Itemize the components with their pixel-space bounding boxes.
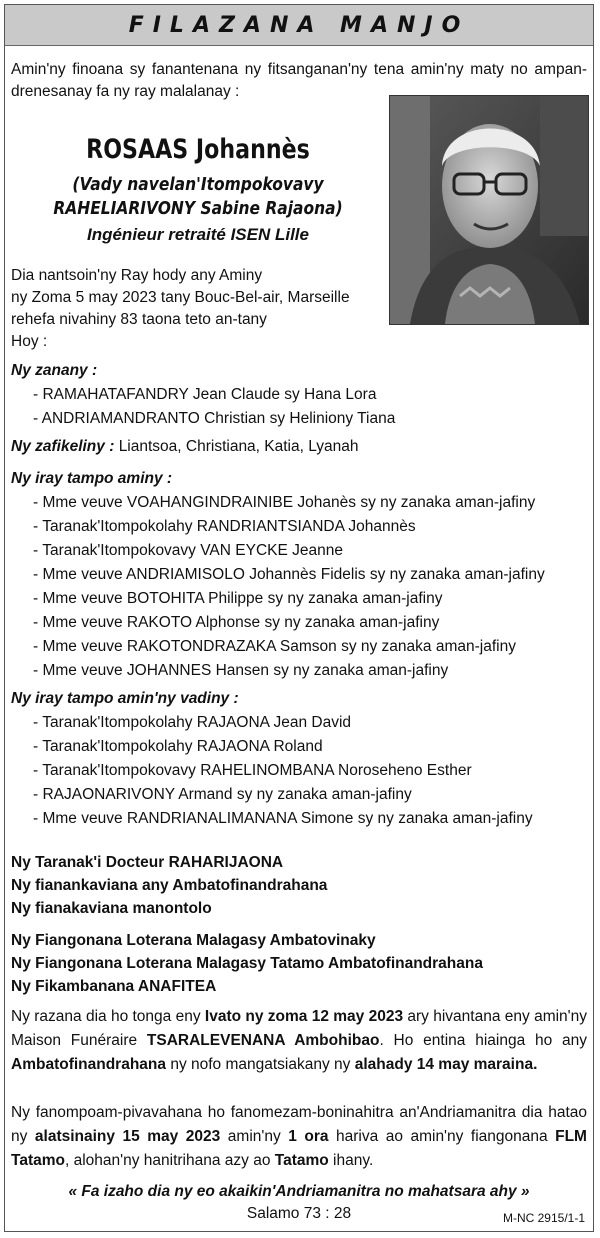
list-item: - Mme veuve ANDRIAMISOLO Johannès Fidelis sy ny zanaka aman-jafiny (33, 563, 587, 587)
death-line-3: rehefa nivahiny 83 taona teto an-tany (11, 311, 267, 328)
church-line: Ny Fiangonana Loterana Malagasy Ambatovinaky (11, 932, 376, 949)
death-line-2: ny Zoma 5 may 2023 tany Bouc-Bel-air, Marseille (11, 289, 350, 306)
list-item: - Taranak'Itompokovavy VAN EYCKE Jeanne (33, 539, 587, 563)
service-text: amin'ny (220, 1128, 289, 1145)
list-item: - Taranak'Itompokovavy RAHELINOMBANA Noroseheno Esther (33, 759, 587, 783)
service-text: Ny fanompoam-pivavahana ho fanomezam-boninahitra an'Andriamanitra dia hatao ny (11, 1104, 587, 1145)
destination: Ambatofinandrahana (11, 1056, 167, 1073)
bible-quote: « Fa izaho dia ny eo akaikin'Andriamanitra no mahatsara ahy » (68, 1183, 530, 1200)
list-item: - Mme veuve JOHANNES Hansen sy ny zanaka aman-jafiny (33, 659, 587, 683)
arrival-text: Ny razana dia ho tonga eny (11, 1008, 205, 1025)
relatives-line: Ny Taranak'i Docteur RAHARIJAONA (11, 854, 284, 871)
list-item: - Taranak'Itompokolahy RAJAONA Roland (33, 735, 587, 759)
list-item: - Taranak'Itompokolahy RAJAONA Jean David (33, 711, 587, 735)
deceased-name: ROSAAS Johannès (86, 134, 310, 165)
church-line: Ny Fikambanana ANAFITEA (11, 978, 217, 995)
arrival-text: ny nofo mangatsiakany ny (166, 1056, 355, 1073)
list-item: - Mme veuve VOAHANGINDRAINIBE Johanès sy ny zanaka aman-jafiny (33, 491, 587, 515)
death-announcement (11, 265, 383, 353)
arrival-date: Ivato ny zoma 12 may 2023 (204, 1008, 404, 1025)
relatives-line: Ny fianakaviana manontolo (11, 900, 212, 917)
intro-text: Amin'ny finoana sy fanantenana ny fitsanganan'ny tena amin'ny maty no ampan-drenesanay fa ny ray malalanay : (11, 61, 587, 100)
list-item: - Mme veuve RANDRIANALIMANANA Simone sy ny zanaka aman-jafiny (33, 807, 587, 831)
service-text: hariva ao amin'ny fiangonana (328, 1128, 556, 1145)
list-item: - RAJAONARIVONY Armand sy ny zanaka aman-jafiny (33, 783, 587, 807)
grandchildren-names: Liantsoa, Christiana, Katia, Lyanah (118, 438, 359, 455)
service-date: alatsinainy 15 may 2023 (34, 1128, 221, 1145)
spouse-line-2: RAHELIARIVONY Sabine Rajaona) (53, 198, 343, 219)
occupation: Ingénieur retraité ISEN Lille (86, 225, 309, 244)
deceased-portrait-photo (389, 95, 589, 325)
list-item: - Mme veuve RAKOTO Alphonse sy ny zanaka aman-jafiny (33, 611, 587, 635)
departure-date: alahady 14 may maraina. (354, 1056, 538, 1073)
deceased-block (11, 133, 385, 247)
list-item: - Mme veuve BOTOHITA Philippe sy ny zanaka aman-jafiny (33, 587, 587, 611)
burial-place: Tatamo (274, 1152, 329, 1169)
list-item: - RAMAHATAFANDRY Jean Claude sy Hana Lora (33, 383, 587, 407)
death-line-1: Dia nantsoin'ny Ray hody any Aminy (11, 267, 263, 284)
arrival-text: ary hivantana eny amin'ny Maison Funéraire (11, 1008, 587, 1049)
service-time: 1 ora (288, 1128, 329, 1145)
church-line: Ny Fiangonana Loterana Malagasy Tatamo Ambatofinandrahana (11, 955, 483, 972)
list-item: - Mme veuve RAKOTONDRAZAKA Samson sy ny zanaka aman-jafiny (33, 635, 587, 659)
relatives-line: Ny fianankaviana any Ambatofinandrahana (11, 877, 328, 894)
psalm-reference: Salamo 73 : 28 (246, 1205, 352, 1222)
notice-header: FILAZANA MANJO (5, 5, 593, 46)
grandchildren-heading: Ny zafikeliny : (11, 438, 115, 455)
death-line-4: Hoy : (11, 333, 48, 350)
notice-reference: M-NC 2915/1-1 (502, 1211, 585, 1225)
service-paragraph (11, 1101, 587, 1173)
list-item: - ANDRIAMANDRANTO Christian sy Heliniony Tiana (33, 407, 587, 431)
siblings-heading: Ny iray tampo aminy : (11, 470, 173, 487)
siblings-section (11, 467, 587, 683)
service-church: FLM Tatamo (11, 1128, 587, 1169)
service-text: ihany. (328, 1152, 374, 1169)
funeral-home: TSARALEVENANA Ambohibao (146, 1032, 380, 1049)
relatives-block (11, 851, 587, 920)
grandchildren-section (11, 435, 587, 459)
children-section (11, 359, 587, 431)
churches-block (11, 929, 587, 998)
arrival-paragraph (11, 1005, 587, 1077)
spouse-line-1: (Vady navelan'Itompokovavy (72, 174, 324, 195)
list-item: - Taranak'Itompokolahy RANDRIANTSIANDA Johannès (33, 515, 587, 539)
spouse-siblings-section (11, 687, 587, 831)
children-heading: Ny zanany : (11, 362, 98, 379)
arrival-text: . Ho entina hiainga ho any (379, 1032, 588, 1049)
obituary-notice (4, 4, 594, 1232)
service-text: , alohan'ny hanitrihana azy ao (64, 1152, 275, 1169)
spouse-siblings-heading: Ny iray tampo amin'ny vadiny : (11, 690, 239, 707)
